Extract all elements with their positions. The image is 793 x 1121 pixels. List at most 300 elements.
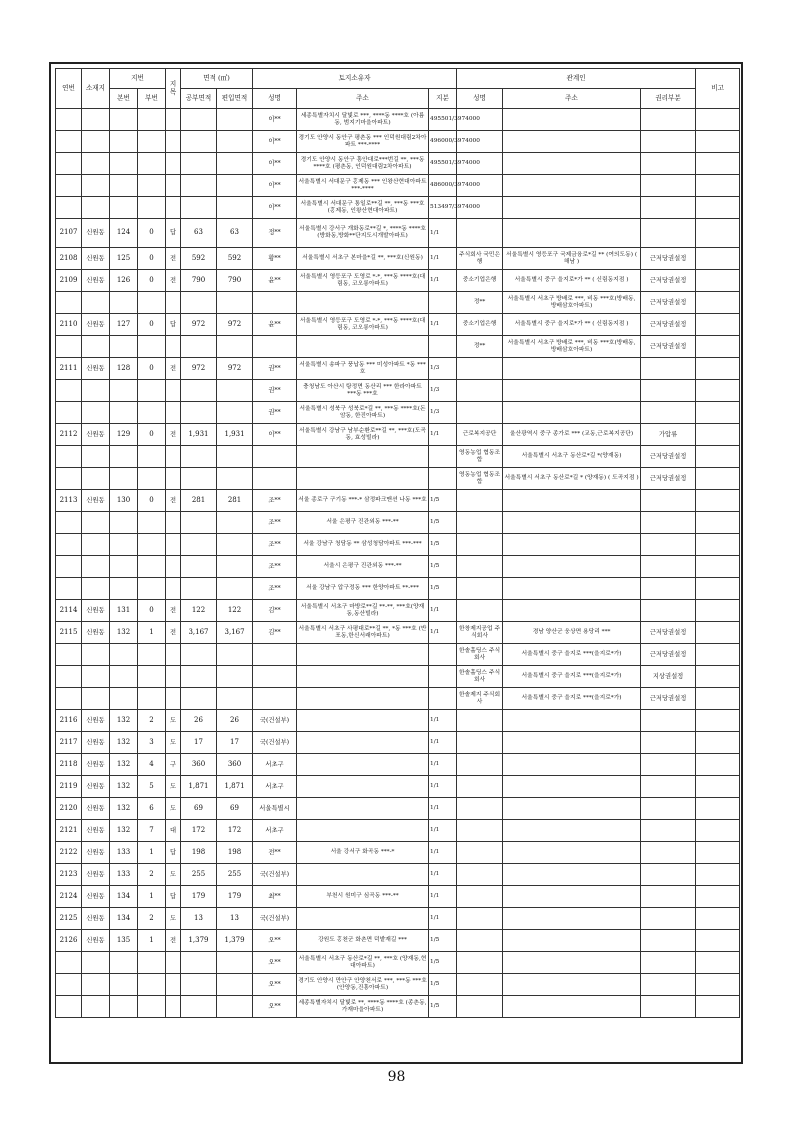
cell-area-incorporated [217,446,253,468]
cell-related-address: 서울특별시 서초구 방배로 ***, 비동 ***호(방배동, 방배삼호아파트) [503,292,641,314]
cell-related-address [503,153,641,175]
cell-lot-sub: 0 [138,314,166,336]
cell-owner-address: 충청남도 아산시 탕정면 동산리 *** 한라아파트 ***동 ***호 [297,380,429,402]
cell-lot-sub: 5 [138,776,166,798]
cell-related-address [503,952,641,974]
cell-owner-name: 조** [253,512,297,534]
cell-area-incorporated: 172 [217,820,253,842]
cell-serial [56,336,82,358]
cell-location: 신원동 [82,622,110,644]
cell-right-type: 근저당권설정 [641,468,696,490]
table-row [56,798,740,820]
table-body [56,109,740,1018]
cell-area-official: 281 [181,490,217,512]
cell-owner-share: 1/3 [429,402,457,424]
cell-category [166,446,181,468]
cell-related-name: 정** [457,336,503,358]
cell-owner-share: 1/1 [429,798,457,820]
cell-related-address [503,732,641,754]
table-row [56,578,740,600]
cell-area-official: 972 [181,314,217,336]
cell-owner-share: 1/1 [429,908,457,930]
cell-owner-address: 부천시 원미구 심곡동 ***-** [297,886,429,908]
cell-related-address [503,490,641,512]
table-row [56,666,740,688]
cell-remark [696,666,740,688]
cell-owner-name: 이** [253,131,297,153]
cell-owner-share: 1/1 [429,314,457,336]
cell-area-official: 972 [181,358,217,380]
cell-serial [56,468,82,490]
cell-area-incorporated: 122 [217,600,253,622]
cell-owner-address: 서울 은평구 진관외동 ***-** [297,512,429,534]
cell-lot-main: 132 [110,820,138,842]
cell-related-name [457,930,503,952]
cell-lot-main [110,578,138,600]
cell-category: 답 [166,314,181,336]
cell-related-name [457,908,503,930]
cell-lot-main: 126 [110,270,138,292]
cell-lot-sub: 0 [138,270,166,292]
cell-related-address [503,380,641,402]
cell-location: 신원동 [82,490,110,512]
cell-owner-share: 495501/3974000 [429,153,457,175]
cell-area-incorporated [217,380,253,402]
cell-right-type [641,842,696,864]
cell-remark [696,109,740,131]
header-area: 면적 (㎡) [181,69,253,89]
cell-owner-address [297,820,429,842]
cell-area-official [181,446,217,468]
cell-owner-address [297,666,429,688]
cell-area-incorporated [217,468,253,490]
cell-related-name: 한솔제지 주식회사 [457,688,503,710]
cell-right-type [641,578,696,600]
cell-area-official [181,380,217,402]
cell-owner-address: 서울특별시 영등포구 도영로 *-*, ***동 ****호(대림동, 코오롱아파트) [297,314,429,336]
table-row [56,556,740,578]
cell-area-official: 122 [181,600,217,622]
cell-owner-name: 최** [253,886,297,908]
cell-remark [696,358,740,380]
cell-area-incorporated [217,402,253,424]
cell-related-name [457,754,503,776]
cell-owner-address: 경기도 안양시 동안구 흥안대로***번길 **, ***동 ****호 (평촌동, 인덕원대림2차아파트) [297,153,429,175]
cell-area-official [181,534,217,556]
cell-location: 신원동 [82,270,110,292]
cell-owner-share: 486000/3974000 [429,175,457,197]
cell-related-name: 주식회사 국민은행 [457,248,503,270]
cell-related-address: 경남 양산군 웅상면 용당리 *** [503,622,641,644]
cell-area-incorporated [217,197,253,219]
cell-location [82,996,110,1018]
cell-area-official: 1,379 [181,930,217,952]
cell-related-address [503,908,641,930]
cell-owner-address: 경기도 안양시 동안구 평촌동 *** 인덕원대림2차아파트 ***-**** [297,131,429,153]
cell-area-official: 1,931 [181,424,217,446]
cell-related-address [503,886,641,908]
cell-related-address [503,131,641,153]
table-row [56,776,740,798]
cell-owner-name: 국(건설부) [253,864,297,886]
cell-serial [56,644,82,666]
cell-location: 신원동 [82,732,110,754]
cell-related-address [503,197,641,219]
cell-category: 구 [166,754,181,776]
cell-owner-name: 국(건설부) [253,710,297,732]
table-row [56,732,740,754]
cell-right-type [641,402,696,424]
cell-lot-sub [138,109,166,131]
cell-area-official: 360 [181,754,217,776]
cell-owner-name: 서초구 [253,754,297,776]
cell-area-incorporated: 281 [217,490,253,512]
cell-owner-address [297,688,429,710]
cell-location [82,380,110,402]
cell-remark [696,292,740,314]
cell-related-name [457,358,503,380]
cell-related-name [457,864,503,886]
cell-lot-main [110,402,138,424]
cell-lot-sub: 1 [138,622,166,644]
cell-serial: 2119 [56,776,82,798]
cell-related-address [503,358,641,380]
cell-right-type [641,820,696,842]
cell-category [166,380,181,402]
cell-related-name: 한솔홀딩스 주식회사 [457,644,503,666]
cell-owner-address [297,864,429,886]
cell-right-type [641,219,696,248]
cell-location: 신원동 [82,908,110,930]
cell-remark [696,864,740,886]
cell-remark [696,600,740,622]
cell-owner-share: 1/5 [429,534,457,556]
cell-remark [696,490,740,512]
cell-right-type: 가압류 [641,424,696,446]
cell-area-incorporated: 63 [217,219,253,248]
cell-lot-main: 125 [110,248,138,270]
cell-owner-name: 오** [253,930,297,952]
cell-right-type: 근저당권설정 [641,314,696,336]
cell-area-incorporated [217,644,253,666]
cell-category: 답 [166,842,181,864]
cell-lot-sub [138,175,166,197]
cell-area-incorporated: 592 [217,248,253,270]
cell-category: 전 [166,248,181,270]
cell-owner-share: 1/5 [429,512,457,534]
cell-owner-address [297,776,429,798]
cell-owner-name: 국(건설부) [253,732,297,754]
header-related-group: 관계인 [457,69,696,89]
cell-category: 도 [166,908,181,930]
cell-remark [696,798,740,820]
cell-serial [56,197,82,219]
cell-area-incorporated: 1,379 [217,930,253,952]
cell-area-official: 26 [181,710,217,732]
header-lot-sub: 부번 [138,89,166,109]
table-row [56,996,740,1018]
cell-lot-sub: 4 [138,754,166,776]
cell-location: 신원동 [82,820,110,842]
cell-area-official: 255 [181,864,217,886]
cell-area-incorporated [217,578,253,600]
cell-serial: 2114 [56,600,82,622]
cell-area-official: 13 [181,908,217,930]
cell-remark [696,468,740,490]
cell-owner-name: 조** [253,534,297,556]
cell-owner-share [429,666,457,688]
table-row [56,219,740,248]
cell-related-address [503,219,641,248]
cell-category [166,666,181,688]
cell-owner-share: 1/1 [429,710,457,732]
cell-related-name: 정** [457,292,503,314]
header-category: 지목 [166,69,181,109]
table-row [56,153,740,175]
cell-owner-name: 조** [253,556,297,578]
header-lot-main: 본번 [110,89,138,109]
cell-remark [696,446,740,468]
cell-remark [696,578,740,600]
cell-remark [696,710,740,732]
cell-serial: 2121 [56,820,82,842]
cell-lot-sub [138,197,166,219]
cell-related-address [503,776,641,798]
cell-location: 신원동 [82,314,110,336]
cell-category: 전 [166,490,181,512]
cell-area-official: 3,167 [181,622,217,644]
cell-lot-main: 133 [110,864,138,886]
cell-lot-main [110,996,138,1018]
table-row [56,131,740,153]
cell-owner-address: 서울 강남구 압구정동 *** 한양아파트 **-*** [297,578,429,600]
cell-right-type: 근저당권설정 [641,292,696,314]
cell-area-official: 17 [181,732,217,754]
cell-serial [56,153,82,175]
cell-owner-name [253,292,297,314]
cell-remark [696,424,740,446]
cell-related-address [503,798,641,820]
cell-owner-name: 서초구 [253,776,297,798]
cell-owner-name: 오** [253,952,297,974]
cell-owner-address: 서울특별시 영등포구 도영로 *-*, ***동 ****호(대림동, 코오롱아파트) [297,270,429,292]
cell-lot-main: 134 [110,886,138,908]
cell-right-type [641,600,696,622]
cell-right-type: 근저당권설정 [641,644,696,666]
cell-area-incorporated: 69 [217,798,253,820]
cell-category [166,974,181,996]
cell-related-address [503,754,641,776]
cell-area-incorporated: 3,167 [217,622,253,644]
cell-location [82,402,110,424]
cell-category: 답 [166,219,181,248]
cell-owner-name: 오** [253,996,297,1018]
table-row [56,292,740,314]
cell-area-incorporated [217,666,253,688]
cell-category [166,468,181,490]
table-row [56,644,740,666]
cell-right-type: 근저당권설정 [641,622,696,644]
cell-owner-share: 1/1 [429,776,457,798]
cell-category [166,153,181,175]
cell-remark [696,930,740,952]
cell-lot-main: 130 [110,490,138,512]
cell-area-incorporated [217,534,253,556]
cell-owner-share [429,336,457,358]
cell-lot-sub: 2 [138,710,166,732]
cell-lot-main: 133 [110,842,138,864]
cell-right-type: 근저당권설정 [641,336,696,358]
cell-area-incorporated: 17 [217,732,253,754]
table-row [56,336,740,358]
cell-area-incorporated: 26 [217,710,253,732]
cell-owner-share: 1/1 [429,600,457,622]
cell-remark [696,732,740,754]
cell-related-address [503,710,641,732]
cell-lot-sub [138,974,166,996]
cell-owner-share: 1/1 [429,219,457,248]
cell-serial [56,578,82,600]
cell-related-address [503,109,641,131]
cell-related-name: 한솔홀딩스 주식회사 [457,666,503,688]
cell-related-name [457,578,503,600]
cell-related-address [503,930,641,952]
cell-related-address [503,534,641,556]
cell-location [82,974,110,996]
cell-serial: 2123 [56,864,82,886]
cell-lot-sub: 6 [138,798,166,820]
cell-category: 도 [166,710,181,732]
cell-location: 신원동 [82,864,110,886]
cell-owner-address [297,292,429,314]
cell-remark [696,996,740,1018]
cell-owner-share: 1/1 [429,424,457,446]
table-row [56,930,740,952]
cell-lot-main [110,468,138,490]
cell-area-incorporated [217,153,253,175]
cell-owner-share: 1/3 [429,358,457,380]
cell-related-address: 서울특별시 서초구 동산로*길 * (양재동) ( 도곡지점 ) [503,468,641,490]
cell-related-name [457,952,503,974]
cell-category [166,952,181,974]
cell-related-name [457,534,503,556]
table-row [56,952,740,974]
cell-lot-sub [138,644,166,666]
cell-area-official [181,556,217,578]
cell-location [82,644,110,666]
cell-right-type: 지상권설정 [641,666,696,688]
header-owner-group: 토지소유자 [253,69,457,89]
cell-right-type: 근저당권설정 [641,248,696,270]
cell-related-address: 울산광역시 중구 종가로 *** (교동,근로복지공단) [503,424,641,446]
cell-serial: 2120 [56,798,82,820]
header-area-official: 공부면적 [181,89,217,109]
cell-remark [696,534,740,556]
table-row [56,534,740,556]
table-row [56,197,740,219]
cell-lot-main [110,336,138,358]
cell-remark [696,314,740,336]
cell-location [82,468,110,490]
cell-owner-name: 조** [253,490,297,512]
table-row [56,622,740,644]
cell-owner-name: 정** [253,219,297,248]
cell-right-type [641,556,696,578]
cell-owner-share: 1/1 [429,864,457,886]
cell-remark [696,131,740,153]
cell-lot-sub [138,446,166,468]
cell-owner-name [253,336,297,358]
table-row [56,314,740,336]
cell-category: 도 [166,776,181,798]
cell-serial: 2125 [56,908,82,930]
cell-serial [56,996,82,1018]
cell-right-type [641,798,696,820]
cell-lot-main [110,512,138,534]
cell-location [82,446,110,468]
cell-related-address: 서울특별시 중구 을지로 ***(을지로*가) [503,644,641,666]
cell-category: 도 [166,798,181,820]
cell-remark [696,820,740,842]
cell-location [82,556,110,578]
cell-owner-name: 서초구 [253,820,297,842]
cell-serial: 2126 [56,930,82,952]
cell-lot-main [110,688,138,710]
cell-serial [56,534,82,556]
cell-area-official [181,175,217,197]
cell-owner-share: 495501/3974000 [429,109,457,131]
cell-serial: 2109 [56,270,82,292]
cell-owner-name: 윤** [253,270,297,292]
header-related-address: 주소 [503,89,641,109]
cell-location [82,578,110,600]
table-row [56,109,740,131]
cell-lot-main: 134 [110,908,138,930]
cell-category: 도 [166,864,181,886]
cell-location: 신원동 [82,219,110,248]
cell-lot-sub: 1 [138,930,166,952]
cell-area-official: 1,871 [181,776,217,798]
cell-owner-share: 1/5 [429,490,457,512]
cell-owner-address [297,446,429,468]
cell-remark [696,380,740,402]
cell-owner-address [297,468,429,490]
cell-related-name [457,974,503,996]
cell-owner-share: 1/1 [429,754,457,776]
cell-remark [696,886,740,908]
cell-owner-share: 1/5 [429,974,457,996]
cell-owner-address: 서울특별시 서초구 마방로**길 **-**, ***호(양재동,동산빌라) [297,600,429,622]
cell-right-type [641,534,696,556]
cell-location [82,952,110,974]
cell-serial: 2110 [56,314,82,336]
cell-right-type [641,754,696,776]
cell-related-name [457,512,503,534]
cell-remark [696,644,740,666]
cell-right-type [641,732,696,754]
cell-owner-name [253,644,297,666]
cell-location: 신원동 [82,776,110,798]
cell-right-type [641,358,696,380]
cell-area-official: 179 [181,886,217,908]
table-row [56,908,740,930]
cell-related-name [457,732,503,754]
cell-category [166,578,181,600]
cell-owner-address: 서울특별시 송파구 풍납동 *** 미성아파트 *동 ***호 [297,358,429,380]
cell-location: 신원동 [82,842,110,864]
cell-area-incorporated: 179 [217,886,253,908]
cell-category: 전 [166,424,181,446]
